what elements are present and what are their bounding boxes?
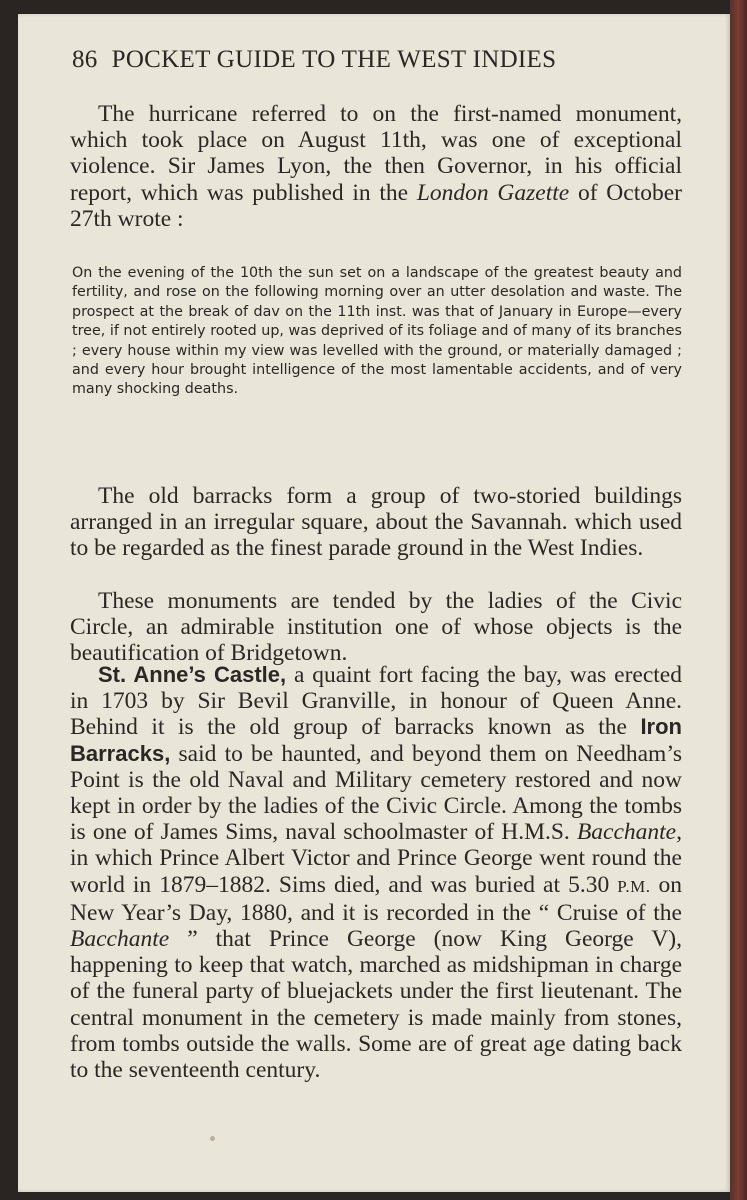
bold-heading-barracks: Iron Barracks, bbox=[70, 714, 682, 766]
book-title: POCKET GUIDE TO THE WEST INDIES bbox=[111, 46, 557, 73]
paragraph-hurricane bbox=[70, 101, 682, 232]
paragraph-text: of October 27th wrote : bbox=[70, 179, 682, 232]
paragraph-text: a quaint fort facing the bay, was erected in 1703 by Sir Bevil Granville, in honour of Queen Anne. Behind it is the old group of barracks known as the bbox=[70, 662, 682, 741]
paragraph-text: ” that Prince George (now King George V), happening to keep that watch, marched as midshipman in charge of the funeral party of bluejackets under the first lieutenant. The central monument in the cemetery is made mainly from stones, from tombs outside the walls. Some are of great age dating back to the seventeenth century. bbox=[70, 926, 682, 1084]
paragraph-castle bbox=[70, 662, 682, 1083]
bold-heading-castle: St. Anne’s Castle, bbox=[98, 662, 287, 687]
paragraph-text: in which Prince Albert Victor and Prince George went round the world in 1879–1882. Sims died, and was buried at 5.30 bbox=[70, 845, 682, 898]
page-number: 86 bbox=[72, 46, 98, 73]
small-caps-time: P.M. bbox=[617, 876, 651, 896]
book-spine bbox=[730, 0, 747, 1200]
paper-speck bbox=[210, 1136, 215, 1141]
italic-title: London Gazette bbox=[416, 179, 570, 206]
paragraph-barracks bbox=[70, 483, 682, 562]
paragraph-text: These monuments are tended by the ladies of the Civic Circle, an admirable institution one of whose objects is the beautification of Bridgetown. bbox=[70, 588, 682, 667]
italic-ship-name: Bacchante, bbox=[576, 819, 682, 846]
italic-book-title: Bacchante bbox=[70, 926, 170, 953]
paragraph-monuments bbox=[70, 588, 682, 667]
paragraph-text: said to be haunted, and beyond them on Needham’s Point is the old Naval and Military cemetery restored and now kept in order by the ladies of the Civic Circle. Among the tombs is one of James Sims, naval schoolmaster of H.M.S. bbox=[70, 740, 682, 846]
running-header bbox=[72, 46, 712, 74]
block-quote: On the evening of the 10th the sun set on a landscape of the greatest beauty and fertility, and rose on the following morning over an utter desolation and waste. The prospect at the break of dav on the 11th inst. was that of January in Europe—every tree, if not entirely rooted up, was deprived of its foliage and of many of its branches ; every house within my view was levelled with the ground, or materially damaged ; and every hour brought intelligence of the most lamentable accidents, and of very many shocking deaths. bbox=[72, 265, 682, 398]
paragraph-text: The old barracks form a group of two-storied buildings arranged in an irregular square, about the Savannah. which used to be regarded as the finest parade ground in the West Indies. bbox=[70, 483, 682, 562]
paragraph-text: on New Year’s Day, 1880, and it is recorded in the “ Cruise of the bbox=[70, 871, 683, 926]
paragraph-text: The hurricane referred to on the first-named monument, which took place on August 11th, was one of exceptional violence. Sir James Lyon, the then Governor, in his official report, which was published in the bbox=[70, 101, 682, 206]
